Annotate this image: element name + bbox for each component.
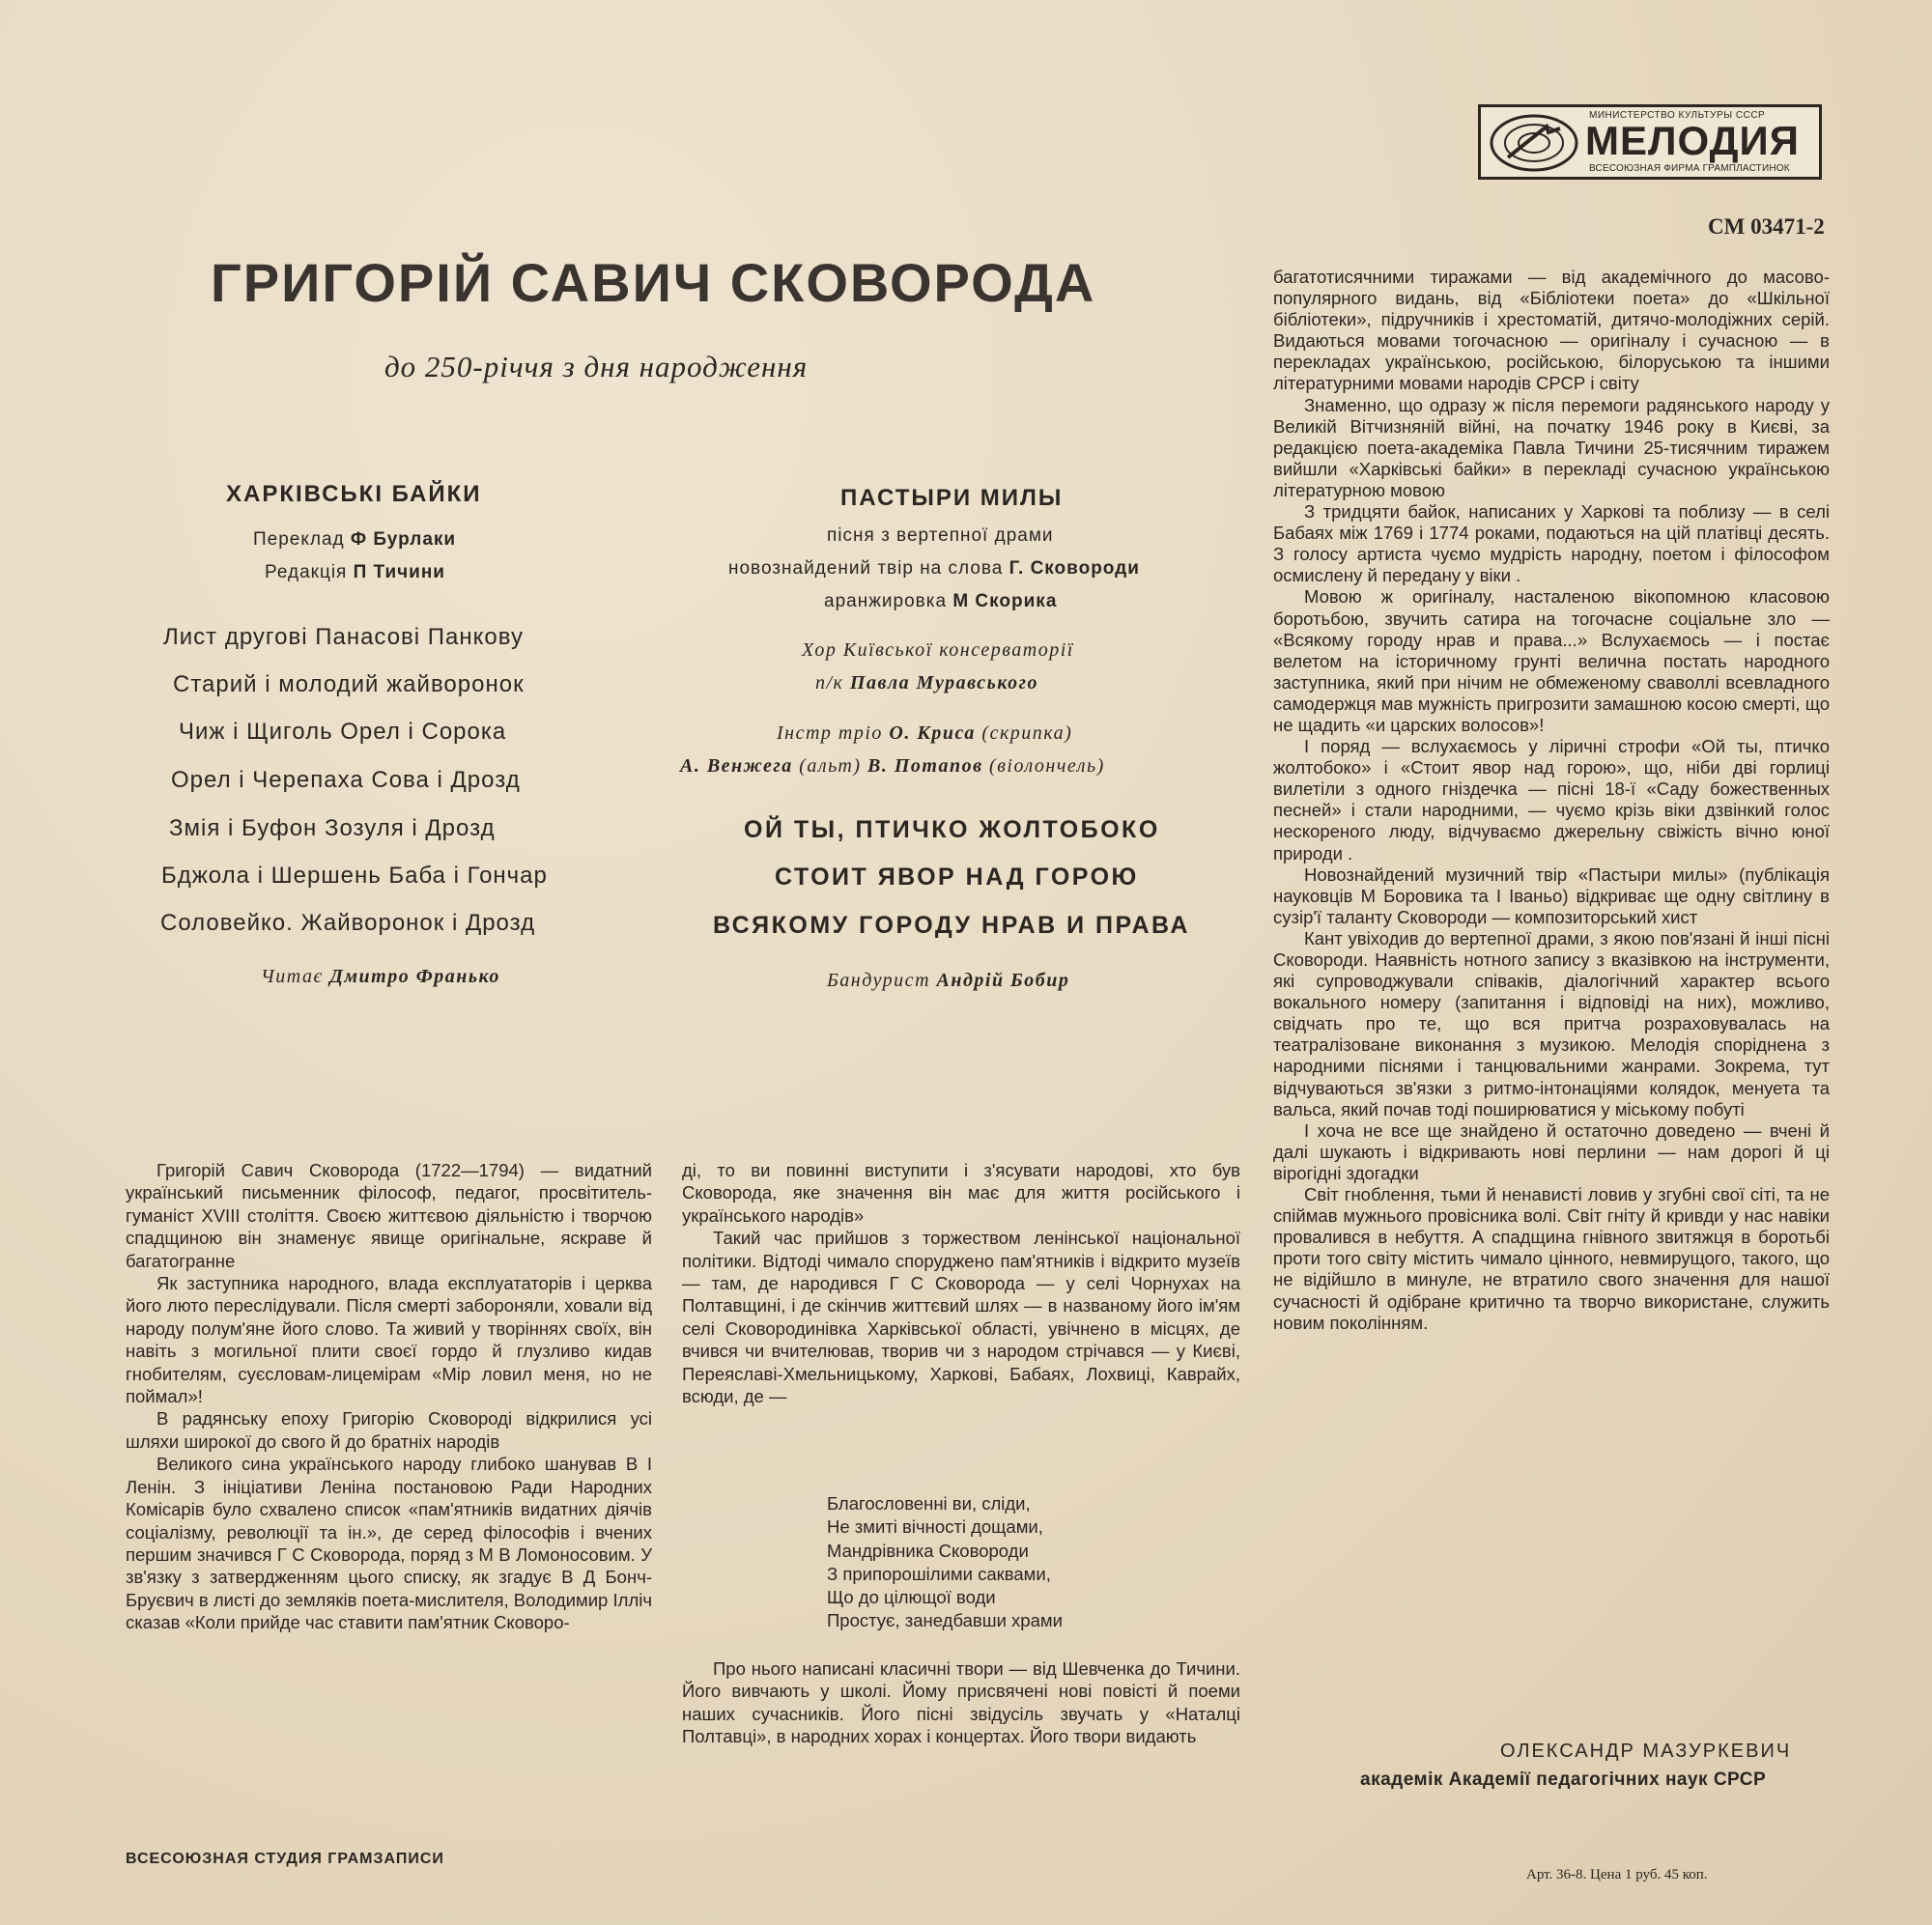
- right-heading: ПАСТЫРИ МИЛЫ: [840, 485, 1064, 511]
- track-item: Старий і молодий жайворонок: [173, 671, 525, 697]
- track-item: Чиж і Щиголь Орел і Сорока: [179, 719, 507, 745]
- track-item: Змія і Буфон Зозуля і Дрозд: [169, 815, 496, 841]
- paragraph: Кант увіходив до вертепної драми, з якою пов'язані й інші пісні Сковороди. Наявність нотного запису з вказівкою на інструменти, які супроводжували співаків, діалогічний характер всього вокального номеру (запитання і відповіді на них), можливо, свідчать про те, що вся притча розраховувалась на театралізоване виконання з музикою. Мелодія споріднена з народними піснями і танцювальними жанрами. Зокрема, тут відчуваються зв'язки з ритмо-інтонаціями колядок, менуета та вальса, який почав тоді поширюватися у міському побуті: [1273, 927, 1830, 1119]
- song-title: ВСЯКОМУ ГОРОДУ НРАВ И ПРАВА: [713, 912, 1190, 939]
- paragraph: Як заступника народного, влада експлуататорів і церква його люто переслідували. Після смерті забороняли, ховали від народу полум'яне його слово. Та живий у творіннях своїх, він навіть з могильної плити своєї гордо й глузливо кидав гнобителям, суєсловам-лицемірам «Мір ловил меня, но не поймал»!: [126, 1273, 652, 1407]
- trio-members: А. Венжега (альт) В. Потапов (віолончель): [680, 755, 1105, 777]
- conductor-credit: п/к Павла Муравського: [815, 672, 1039, 694]
- choir-credit: Хор Київської консерваторії: [802, 639, 1074, 661]
- page-title: ГРИГОРІЙ САВИЧ СКОВОРОДА: [211, 252, 1096, 313]
- author-title: академік Академії педагогічних наук СРСР: [1360, 1769, 1767, 1790]
- paragraph: Григорій Савич Сковорода (1722—1794) — видатний український письменник філософ, педагог, просвітитель-гуманіст XVIII століття. Своєю життєвою діяльністю і творчою спадщиною він знаменує явище оригінальне, яскраве й багатогранне: [126, 1160, 652, 1271]
- melodiya-logo: [1478, 104, 1822, 180]
- paragraph: ді, то ви повинні виступити і з'ясувати народові, хто був Сковорода, яке значення він має для життя російського і українського народів»: [682, 1160, 1240, 1226]
- page-subtitle: до 250-річчя з дня народження: [384, 350, 809, 383]
- paragraph: З тридцяти байок, написаних у Харкові та поблизу — в селі Бабаях між 1769 і 1774 роками, подаються на цій платівці десять. З голосу артиста чуємо мудрість народну, поетом і філософом осмислену й передану у віки .: [1273, 501, 1830, 586]
- logo-firm: ВСЕСОЮЗНАЯ ФИРМА ГРАМПЛАСТИНОК: [1589, 163, 1790, 174]
- essay-column-2: [682, 1159, 1240, 1407]
- reader-credit: Читає Дмитро Франько: [261, 966, 500, 987]
- editor-credit: Редакція П Тичини: [265, 562, 445, 582]
- paragraph: І поряд — вслухаємось у ліричні строфи «Ой ты, птичко жолтобоко» і «Стоит явор над горою», що, ніби дві горлиці вилетіли з одного гніздечка — пісні 18-ї «Саду божественных песней» і стали народними, — чуємо крізь віки дзвінкий голос нескореного люду, відчуваємо джерельну свіжість вічно юної природи .: [1273, 736, 1830, 863]
- poem: [827, 1492, 1063, 1633]
- poem-line: Простує, занедбавши храми: [827, 1610, 1063, 1631]
- track-item: Орел і Черепаха Сова і Дрозд: [171, 767, 521, 793]
- studio-name: ВСЕСОЮЗНАЯ СТУДИЯ ГРАМЗАПИСИ: [126, 1851, 444, 1867]
- paragraph: Світ гноблення, тьми й ненависті ловив у згубні свої сіті, та не спіймав мужнього провісника волі. Світ гніту й кривди у нас навіки провалився в небуття. А спадщина гнівного звитяжця в боротьбі проти того світу містить чимало цінного, невмирущого, такого, що не відійшло в минуле, не втратило свого значення для нашої сучасності й одібране критично та творчо використане, служить новим поколінням.: [1273, 1184, 1830, 1333]
- paragraph: Новознайдений музичний твір «Пастыри милы» (публікація науковців М Боровика та І Іваньо) відкриває ще одну світлину в сузір'ї таланту Сковороди — композиторський хист: [1273, 863, 1830, 927]
- catalog-number: СМ 03471-2: [1708, 214, 1825, 239]
- poem-line: Що до цілющої води: [827, 1587, 996, 1608]
- song-title: СТОИТ ЯВОР НАД ГОРОЮ: [775, 863, 1139, 891]
- paragraph: багатотисячними тиражами — від академічного до масово-популярного видань, від «Бібліотеки поета» до «Шкільної бібліотеки», підручників і хрестоматій, дитячо-молодіжних серій. Видаються мовами тогочасною — оригіналу і сучасною — в перекладах українською, російською, білоруською та іншими літературними мовами народів СРСР і світу: [1273, 267, 1830, 394]
- poem-line: Не змиті вічності дощами,: [827, 1516, 1043, 1538]
- record-disc-icon: [1489, 113, 1579, 173]
- track-item: Бджола і Шершень Баба і Гончар: [161, 863, 548, 889]
- trio-credit: Інстр тріо О. Криса (скрипка): [777, 722, 1073, 744]
- song-description: пісня з вертепної драми: [827, 525, 1054, 546]
- translation-credit: Переклад Ф Бурлаки: [253, 529, 457, 550]
- composer-credit: новознайдений твір на слова Г. Сковороди: [728, 558, 1140, 579]
- track-item: Соловейко. Жайворонок і Дрозд: [160, 910, 536, 936]
- poem-line: Благословенні ви, сліди,: [827, 1493, 1031, 1514]
- essay-column-2-end: [682, 1657, 1240, 1748]
- price-info: Арт. 36-8. Цена 1 руб. 45 коп.: [1526, 1867, 1708, 1883]
- track-item: Лист другові Панасові Панкову: [163, 624, 524, 650]
- arranger-credit: аранжировка М Скорика: [824, 591, 1058, 611]
- paragraph: Про нього написані класичні твори — від Шевченка до Тичини. Його вивчають у школі. Йому присвячені нові повісті й поеми наших сучасників. Його пісні звідусіль звучать у «Наталці Полтавці», в народних хорах і концертах. Його твори видають: [682, 1658, 1240, 1747]
- paragraph: Такий час прийшов з торжеством ленінської національної політики. Відтоді чимало споруджено пам'ятників і відкрито музеїв — там, де народився Г С Сковорода — у селі Чорнухах на Полтавщині, і де скінчив життєвий шлях — в названому його ім'ям селі Сковородинівка Харківської області, увічнено в місцях, де вчився чи вчителював, творив чи з народом стрічався — у Києві, Переяславі-Хмельницькому, Харкові, Бабаях, Лохвиці, Каврайх, всюди, де —: [682, 1228, 1240, 1407]
- logo-name: МЕЛОДИЯ: [1585, 118, 1800, 163]
- poem-line: З припорошілими саквами,: [827, 1563, 1051, 1584]
- song-title: ОЙ ТЫ, ПТИЧКО ЖОЛТОБОКО: [744, 816, 1160, 843]
- poem-line: Мандрівника Сковороди: [827, 1540, 1029, 1561]
- left-heading: ХАРКІВСЬКІ БАЙКИ: [226, 481, 482, 507]
- bandura-credit: Бандурист Андрій Бобир: [827, 970, 1070, 991]
- paragraph: В радянську епоху Григорію Сковороді відкрилися усі шляхи широкої до свого й до братніх народів: [126, 1408, 652, 1452]
- logo-ministry: МИНИСТЕРСТВО КУЛЬТУРЫ СССР: [1589, 110, 1766, 121]
- essay-column-1: [126, 1159, 652, 1634]
- paragraph: Мовою ж оригіналу, насталеною вікопомною класовою боротьбою, звучить сатира на тогочасне соціальне зло — «Всякому городу нрав и права...» Вслухаємось — і постає велетом на історичному грунті велична постать народного заступника, який при нічим не обмеженому сваволлі всевладного самодержця мав мужність пригрозити замашною косою смерті, що не щадить «и царских волосов»!: [1273, 586, 1830, 735]
- paragraph: Знаменно, що одразу ж після перемоги радянського народу у Великій Вітчизняній війні, на початку 1946 року в Києві, за редакцією поета-академіка Павла Тичини 25-тисячним тиражем вийшли «Харківські байки» в перекладі сучасною українською літературною мовою: [1273, 394, 1830, 500]
- author-name: ОЛЕКСАНДР МАЗУРКЕВИЧ: [1500, 1741, 1792, 1762]
- paragraph: І хоча не все ще знайдено й остаточно доведено — вчені й далі шукають і відкривають нові перлини — нам дорогі й ці вірогідні здогадки: [1273, 1119, 1830, 1183]
- paragraph: Великого сина українського народу глибоко шанував В І Ленін. З ініціативи Леніна постановою Ради Народних Комісарів було схвалено список «пам'ятників видатних діячів соціалізму, революції та ін.», де серед філософів і вчених першим значився Г С Сковорода, поряд з М В Ломоносовим. У зв'язку з затвердженням цього списку, як згадує В Д Бонч-Бруєвич в листі до земляків поета-мислителя, Володимир Ілліч сказав «Коли прийде час ставити пам'ятник Сковоро-: [126, 1454, 652, 1633]
- essay-column-3: [1273, 267, 1830, 1334]
